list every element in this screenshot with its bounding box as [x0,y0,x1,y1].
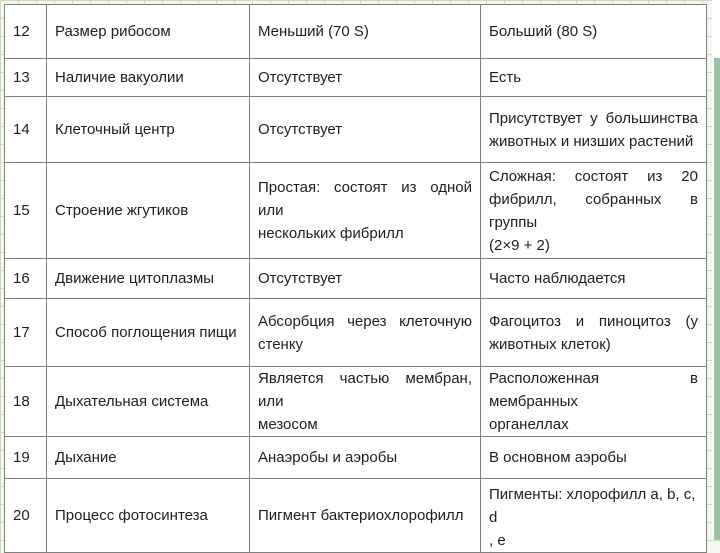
row-number: 17 [5,299,47,367]
prokaryote-cell: Абсорбция через клеточную стенку [250,299,481,367]
prokaryote-cell: Пигмент бактериохлорофилл [250,479,481,553]
feature-cell: Способ поглощения пищи [47,299,250,367]
prokaryote-cell: Анаэробы и аэробы [250,437,481,479]
eukaryote-cell: Есть [481,59,707,97]
prokaryote-cell: Меньший (70 S) [250,5,481,59]
row-number: 14 [5,97,47,163]
eukaryote-cell: Часто наблюдается [481,259,707,299]
prokaryote-cell: Отсутствует [250,259,481,299]
table-row [5,163,707,259]
feature-cell: Дыхательная система [47,367,250,437]
eukaryote-cell: Пигменты: хлорофилл a, b, c, d , e [481,479,707,553]
eukaryote-cell: В основном аэробы [481,437,707,479]
eukaryote-cell: Фагоцитоз и пиноцитоз (у животных клеток) [481,299,707,367]
feature-cell: Наличие вакуолии [47,59,250,97]
row-number: 15 [5,163,47,259]
feature-cell: Движение цитоплазмы [47,259,250,299]
table-row [5,59,707,97]
feature-cell: Дыхание [47,437,250,479]
eukaryote-cell: Сложная: состоят из 20 фибрилл, собранных в группы (2×9 + 2) [481,163,707,259]
eukaryote-cell: Больший (80 S) [481,5,707,59]
table-row [5,97,707,163]
row-number: 16 [5,259,47,299]
table-row [5,5,707,59]
prokaryote-cell: Является частью мембран, или мезосом [250,367,481,437]
row-number: 19 [5,437,47,479]
row-number: 12 [5,5,47,59]
prokaryote-cell: Отсутствует [250,97,481,163]
table-row [5,479,707,553]
feature-cell: Строение жгутиков [47,163,250,259]
table-row [5,299,707,367]
row-number: 18 [5,367,47,437]
table-row [5,367,707,437]
row-number: 13 [5,59,47,97]
table-row [5,437,707,479]
table-row [5,259,707,299]
feature-cell: Процесс фотосинтеза [47,479,250,553]
prokaryote-cell: Отсутствует [250,59,481,97]
slide-accent-bar [714,58,720,540]
prokaryote-cell: Простая: состоят из одной или нескольких фибрилл [250,163,481,259]
row-number: 20 [5,479,47,553]
comparison-table [4,4,707,553]
feature-cell: Размер рибосом [47,5,250,59]
feature-cell: Клеточный центр [47,97,250,163]
eukaryote-cell: Присутствует у большинства животных и низших растений [481,97,707,163]
eukaryote-cell: Расположенная в мембранных органеллах [481,367,707,437]
